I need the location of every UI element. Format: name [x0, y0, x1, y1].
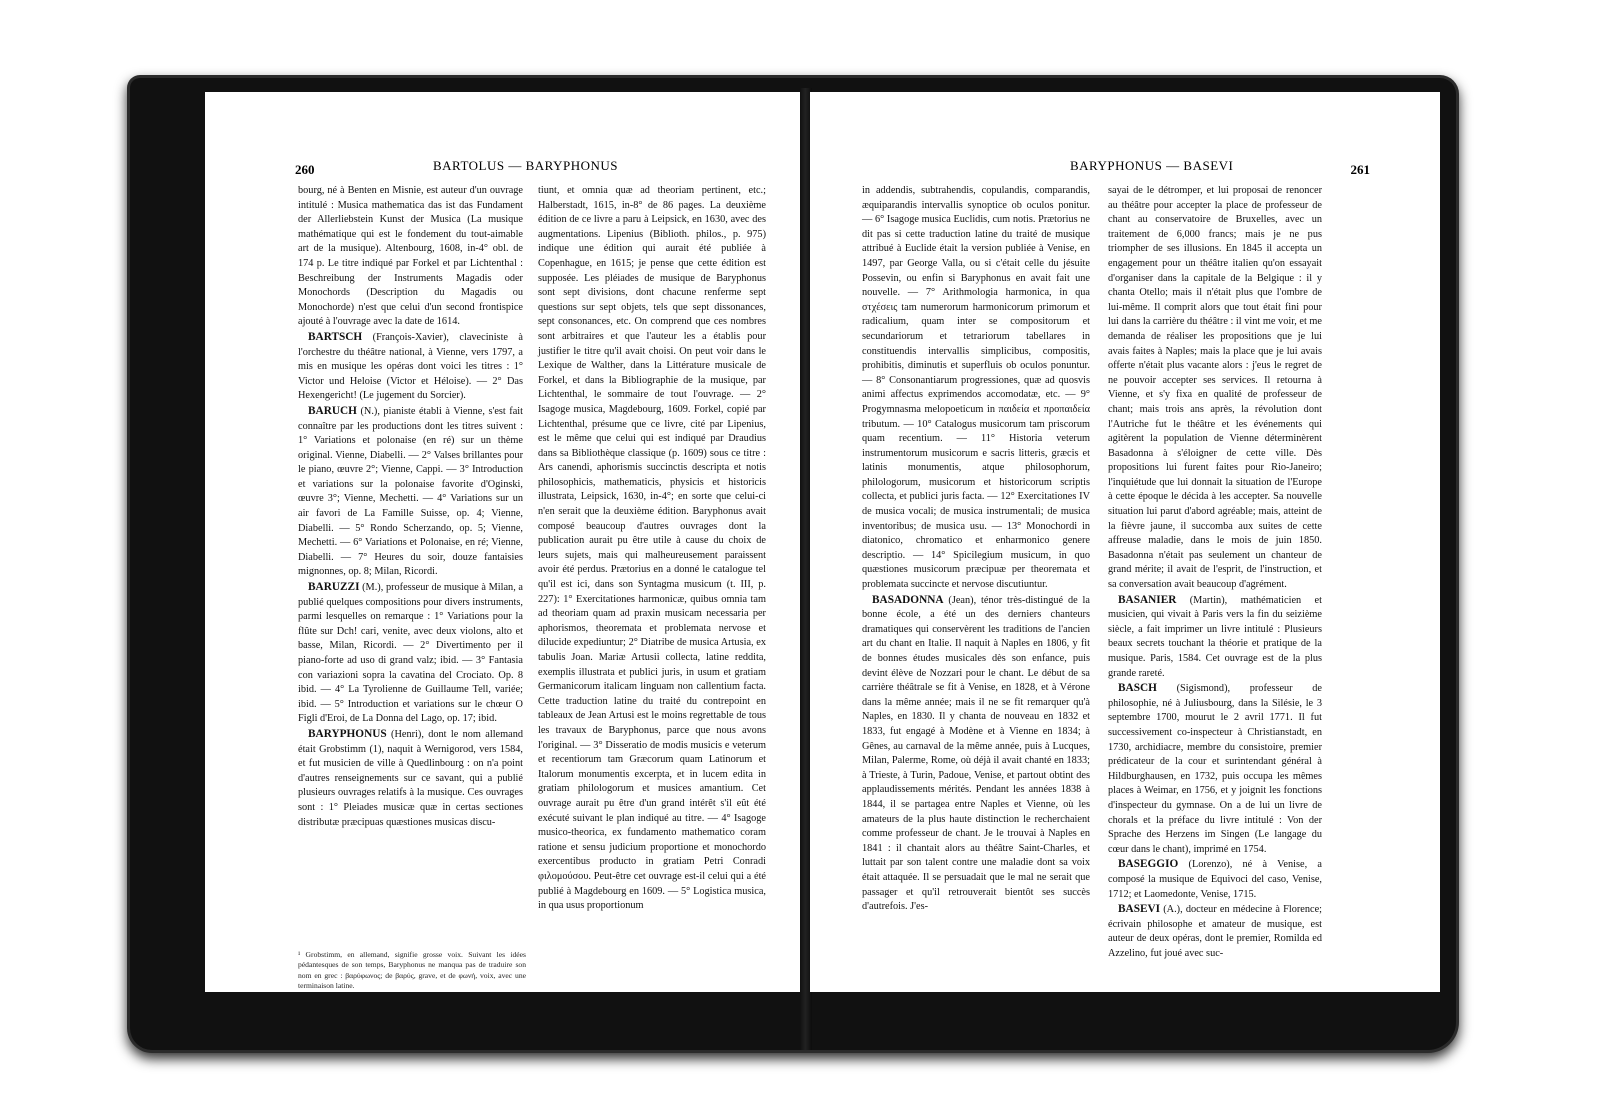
entry-headword: BASADONNA	[872, 593, 944, 606]
entry-baruch	[298, 404, 523, 580]
entry-headword: BARTSCH	[308, 330, 363, 343]
right-column-1	[862, 184, 1090, 915]
entry-text: bourg, né à Benten en Misnie, est auteur d'un ouvrage intitulé : Musica mathematica das ist das Fundament der Allerliebstein Kunst der Musica (La musique mathématique qui est le fondement du tout-aimable art de la musique). Altenbourg, 1608, in-4° obl. de 174 p. Le titre indiqué par Forkel et par Lichtenthal : Beschreibung der Instruments Magadis oder Monochords (Description du Magadis ou Monochorde) n'est que celui d'un second frontispice ajouté à l'ouvrage avec la date de 1614.	[298, 185, 523, 328]
entry-headword: BASCH	[1118, 682, 1157, 695]
entry-basanier	[1108, 593, 1322, 682]
entry-text: sayai de le détromper, et lui proposai de renoncer au théâtre pour accepter la place de professeur de chant au conservatoire de Bruxelles, avec un traitement de 6,000 francs; mais je ne pus triompher de ses illusions. En 1845 il accepta un engagement pour un théâtre italien qu'on essayait d'organiser dans la capitale de la Belgique : il y chanta Otello; mais il n'était plus que l'ombre de lui-même. Il comprit alors que tout était fini pour lui dans la carrière du théâtre : il vint me voir, et me demanda de réaliser les propositions que je lui avais faites à Naples; mais la place que je lui avais offerte n'était plus vacante alors : j'eus le regret de ne pouvoir accepter ses services. Il retourna à Vienne, et s'y fixa en qualité de professeur de chant; mais trois ans après, la révolution dont l'Autriche fut le théâtre et les événements qui agitèrent la population de Vienne déterminèrent Basadonna à s'éloigner de cette ville. Dès propositions lui furent faites pour Rio-Janeiro; l'inquiétude que lui donnait la situation de l'Europe à cette époque le décida à les accepter. Sa nouvelle situation lui parut d'abord agréable; mais, atteint de la fièvre jaune, il succomba aux suites de cette affreuse maladie, dans le mois de juin 1850. Basadonna n'était pas seulement un chanteur de grand mérite; il avait de l'esprit, de l'instruction, et sa conversation avait beaucoup d'agrément.	[1108, 185, 1322, 591]
entry-headword: BARUCH	[308, 404, 357, 417]
entry-baryphonus	[298, 727, 523, 830]
left-page	[205, 92, 803, 992]
entry-headword: BASANIER	[1118, 593, 1177, 606]
left-page-header	[295, 154, 773, 176]
right-page	[810, 92, 1440, 992]
right-column-2	[1108, 184, 1322, 961]
page-number: 261	[1350, 162, 1370, 177]
entry-text: (Martin), mathématicien et musicien, qui vivait à Paris vers la fin du seizième siècle, a fait imprimer un livre intitulé : Plusieurs beaux secrets touchant la théorie et pratique de la musique. Paris, 1584. Cet ouvrage est de la plus grande rareté.	[1108, 594, 1322, 679]
entry-text: (Lorenzo), né à Venise, a composé la musique de Equivoci del caso, Venise, 1712; et Laomedonte, Venise, 1715.	[1108, 859, 1322, 900]
entry-continuation	[298, 184, 523, 330]
entry-text: in addendis, subtrahendis, copulandis, comparandis, æquiparandis intervallis synoptice ob oculos ponitur. — 6° Isagoge musica Euclidis, cum notis. Prætorius ne dit pas si cette traduction latine du traité de musique attribué à Euclide était la version publiée à Venise, en 1497, par George Valla, ou si c'était celle du jésuite Possevin, ou enfin si Baryphonus en avait fait une nouvelle. — 7° Arithmologia harmonica, in qua στχέσεις tam numerorum harmonicorum primorum et radicalium, quam inter se compositorum et secundariorum et tetrariorum tabellares in constituendis intervallis simplicibus, compositis, prohibitis, diminutis et superfluis ob oculos ponuntur. — 8° Consonantiarum progressiones, quæ ad quosvis animi affectus exprimendos accomodatæ, etc. — 9° Progymnasma melopoeticum in παιδεία et προπαιδεία tributum. — 10° Catalogus musicorum tam priscorum quam recentium. — 11° Historia veterum instrumentorum musicorum e sacris litteris, græcis et latinis monumentis, atque philosophorum, philologorum, musicorum et historicorum scriptis collecta, et publici juris facta. — 12° Exercitationes IV de musica vocali; de musica instrumentali; de musica inventoribus; de musica usu. — 13° Monochordi in diatonico, chromatico et enharmonico genere descriptio. — 14° Spicilegium musicum, in quo quæstiones musicorum præcipuæ per theoremata et problemata succincte et nervose discutiuntur.	[862, 185, 1090, 591]
entry-headword: BARYPHONUS	[308, 727, 387, 740]
entry-continuation	[1108, 184, 1322, 593]
entry-text: (François-Xavier), claveciniste à l'orchestre du théâtre national, à Vienne, vers 1797, a mis en musique les opéras dont voici les titres : 1° Victor und Heloise (Victor et Héloise). — 2° Das Hexengericht! (Le jugement du Sorcier).	[298, 331, 523, 402]
entry-baseggio	[1108, 857, 1322, 902]
entry-text: tiunt, et omnia quæ ad theoriam pertinent, etc.; Halberstadt, 1615, in-8° de 86 pages. La deuxième édition de ce livre a paru à Leipsick, en 1630, avec des augmentations. Lipenius (Biblioth. philos., p. 975) indique une édition qui aurait été publiée à Copenhague, en 1615; je pense que cette édition est supposée. Les pléiades de musique de Baryphonus sont sept divisions, dont chacune renferme sept questions sur sept objets, tels que sept dissonances, sept consonances, etc. On comprend que ces nombres sont arbitraires et que l'auteur les a établis pour justifier le titre qu'il avait choisi. On peut voir dans le Lexique de Walther, dans la Littérature musicale de Forkel, et dans la Bibliographie de la musique, par Lichtenthal, le sommaire de tout l'ouvrage. — 2° Isagoge musica, Magdebourg, 1609. Forkel, copié par Lichtenthal, présume que ce livre, cité par Lipenius, est le même que celui qui est indiqué par Draudius dans sa Bibliothèque classique (p. 1609) sous ce titre : Ars canendi, aphorismis succinctis descripta et notis philosophicis, mathematicis, physicis et historicis illustrata, Leipsick, 1630, in-4°; en sorte que celui-ci n'en serait que la deuxième édition. Baryphonus avait composé beaucoup d'autres ouvrages dont la publication aurait pu être utile à cause du choix de leurs sujets, mais qui malheureusement paraissent avoir été perdus. Prætorius en a donné le catalogue tel qu'il est ici, dans son Syntagma musicum (t. III, p. 227): 1° Exercitationes harmonicæ, quibus omnia tam ad theoriam quam ad praxin musicam necessaria per aphorismos, theoremata et problemata nervose et dilucide expediuntur; 2° Diatribe de musica Artusia, ex tabulis Joan. Mariæ Artusii collecta, latine reddita, exemplis illustrata et publici juris, in usum et gratiam Germanicorum italicam linguam non callentium facta. Cette traduction latine du traité du contrepoint en tableaux de Jean Artusi est le moins regrettable de tous les travaux de Baryphonus, parce que nous avons l'original. — 3° Disseratio de modis musicis e veterum et recentiorum tam Græcorum quam Latinorum et Italorum monumentis excerpta, et in lucem edita in gratiam philologorum et musices amantium. Cet ouvrage aurait pu être d'un grand intérêt s'il eût été exécuté suivant le plan indiqué au titre. — 4° Isagoge musico-theorica, ex fundamento mathematico coram ratione et sensu judicium proportione et monochordo exercentibus producto in gratiam Petri Conradi φιλομούσου. Peut-être cet ouvrage est-il celui qui a été publié à Magdebourg en 1609. — 5° Logistica musica, in qua usus proportionum	[538, 185, 766, 912]
left-column-2	[538, 184, 766, 914]
running-head: BARYPHONUS — BASEVI	[1070, 158, 1234, 173]
entry-continuation	[862, 184, 1090, 593]
entry-headword: BASEVI	[1118, 903, 1161, 916]
entry-basadonna	[862, 593, 1090, 915]
entry-basch	[1108, 681, 1322, 857]
entry-headword: BARUZZI	[308, 581, 360, 594]
entry-text: (Henri), dont le nom allemand était Grobstimm (1), naquit à Wernigorod, vers 1584, et fut musicien de ville à Quedlinbourg : on n'a point d'autres renseignements sur ce savant, qui a publié plusieurs ouvrages relatifs à la musique. Ces ouvrages sont : 1° Pleiades musicæ quæ in certas sectiones distributæ præcipuas quæstiones musicas discu-	[298, 728, 523, 828]
entry-bartsch	[298, 330, 523, 404]
entry-text: (A.), docteur en médecine à Florence; écrivain philosophe et amateur de musique, est auteur de deux opéras, dont le premier, Romilda ed Azzelino, fut joué avec suc-	[1108, 904, 1322, 959]
footnote: ¹ Grobstimm, en allemand, signifie grosse voix. Suivant les idées pédantesques de son temps, Baryphonus ne manqua pas de traduire son nom en grec : βαρύφωνος; de βαρύς, grave, et de φωνή, voix, avec une terminaison latine.	[298, 950, 526, 991]
entry-baruzzi	[298, 580, 523, 727]
entry-headword: BASEGGIO	[1118, 858, 1179, 871]
entry-basevi	[1108, 902, 1322, 961]
right-page-header	[900, 154, 1410, 176]
entry-continuation	[538, 184, 766, 914]
entry-text: (Jean), ténor très-distingué de la bonne école, a été un des derniers chanteurs dramatiques qui conservèrent les traditions de l'ancien art du chant en Italie. Il naquit à Naples en 1806, y fit de bonnes études musicales dès son enfance, puis devint élève de Nozzari pour le chant. Le début de sa carrière théâtrale se fit à Venise, en 1828, et à Vérone dans la même année; mais il ne se fit remarquer qu'à Naples, en 1830. Il y chanta de nouveau en 1832 et 1833, fut engagé à Modène et à Vienne en 1834; à Gênes, au carnaval de la même année, puis à Lucques, Milan, Palerme, Rome, où déjà il avait chanté en 1833; à Trieste, à Turin, Padoue, Venise, et partout obtint des applaudissements mérités. Pendant les années 1838 à 1844, il se partagea entre Naples et Vienne, où les amateurs de la plus haute distinction le recherchaient comme professeur de chant. Je le trouvai à Naples en 1841 : il chantait alors au théâtre Saint-Charles, et luttait par son talent contre une maladie dont sa voix était attaquée. Il se persuadait que le mal ne serait que passager et qu'il retrouverait bientôt ses succès d'autrefois. J'es-	[862, 594, 1090, 913]
page-number: 260	[295, 162, 315, 177]
running-head: BARTOLUS — BARYPHONUS	[433, 158, 619, 173]
left-column-1	[298, 184, 523, 830]
entry-text: (M.), professeur de musique à Milan, a publié quelques compositions pour divers instruments, parmi lesquelles on remarque : 1° Variations pour la flûte sur Dch! cari, venite, avec deux violons, alto et basse, Milan, Ricordi. — 2° Divertimento per il piano-forte ad uso di grand valz; ibid. — 3° Fantasia con variazioni sopra la cavatina del Crociato. Op. 8 ibid. — 4° La Tyrolienne de Guillaume Tell, variée; ibid. — 5° Introduction et variations sur le chœur O Figli d'Eroi, de La Donna del Lago, op. 17; ibid.	[298, 582, 523, 725]
entry-text: (N.), pianiste établi à Vienne, s'est fait connaître par les productions dont les titres suivent : 1° Variations et polonaise (en ré) sur un thème original. Vienne, Diabelli. — 2° Valses brillantes pour le piano, œuvre 2°; Vienne, Cappi. — 3° Introduction et variations sur la polonaise favorite d'Oginski, œuvre 3°; Vienne, Mechetti. — 4° Variations sur un air favori de La Famille Suisse, op. 4; Vienne, Diabelli. — 5° Rondo Scherzando, op. 5; Vienne, Mechetti. — 6° Variations et Polonaise, en ré; Vienne, Diabelli. — 7° Heures du soir, douze fantaisies mignonnes, op. 8; Milan, Ricordi.	[298, 405, 523, 578]
entry-text: (Sigismond), professeur de philosophie, né à Juliusbourg, dans la Silésie, le 3 septembre 1700, mourut le 2 avril 1771. Il fut successivement co-inspecteur à Christianstadt, en 1730, archidiacre, membre du consistoire, premier prédicateur de la cour et surintendant général à Hildburghausen, en 1732, puis occupa les mêmes places à Weimar, en 1756, et y joignit les fonctions d'inspecteur du gymnase. On a de lui un livre de chorals et la préface du livre intitulé : Von der Sprache des Herzens im Singen (Le langage du cœur dans le chant), imprimé en 1754.	[1108, 683, 1322, 855]
